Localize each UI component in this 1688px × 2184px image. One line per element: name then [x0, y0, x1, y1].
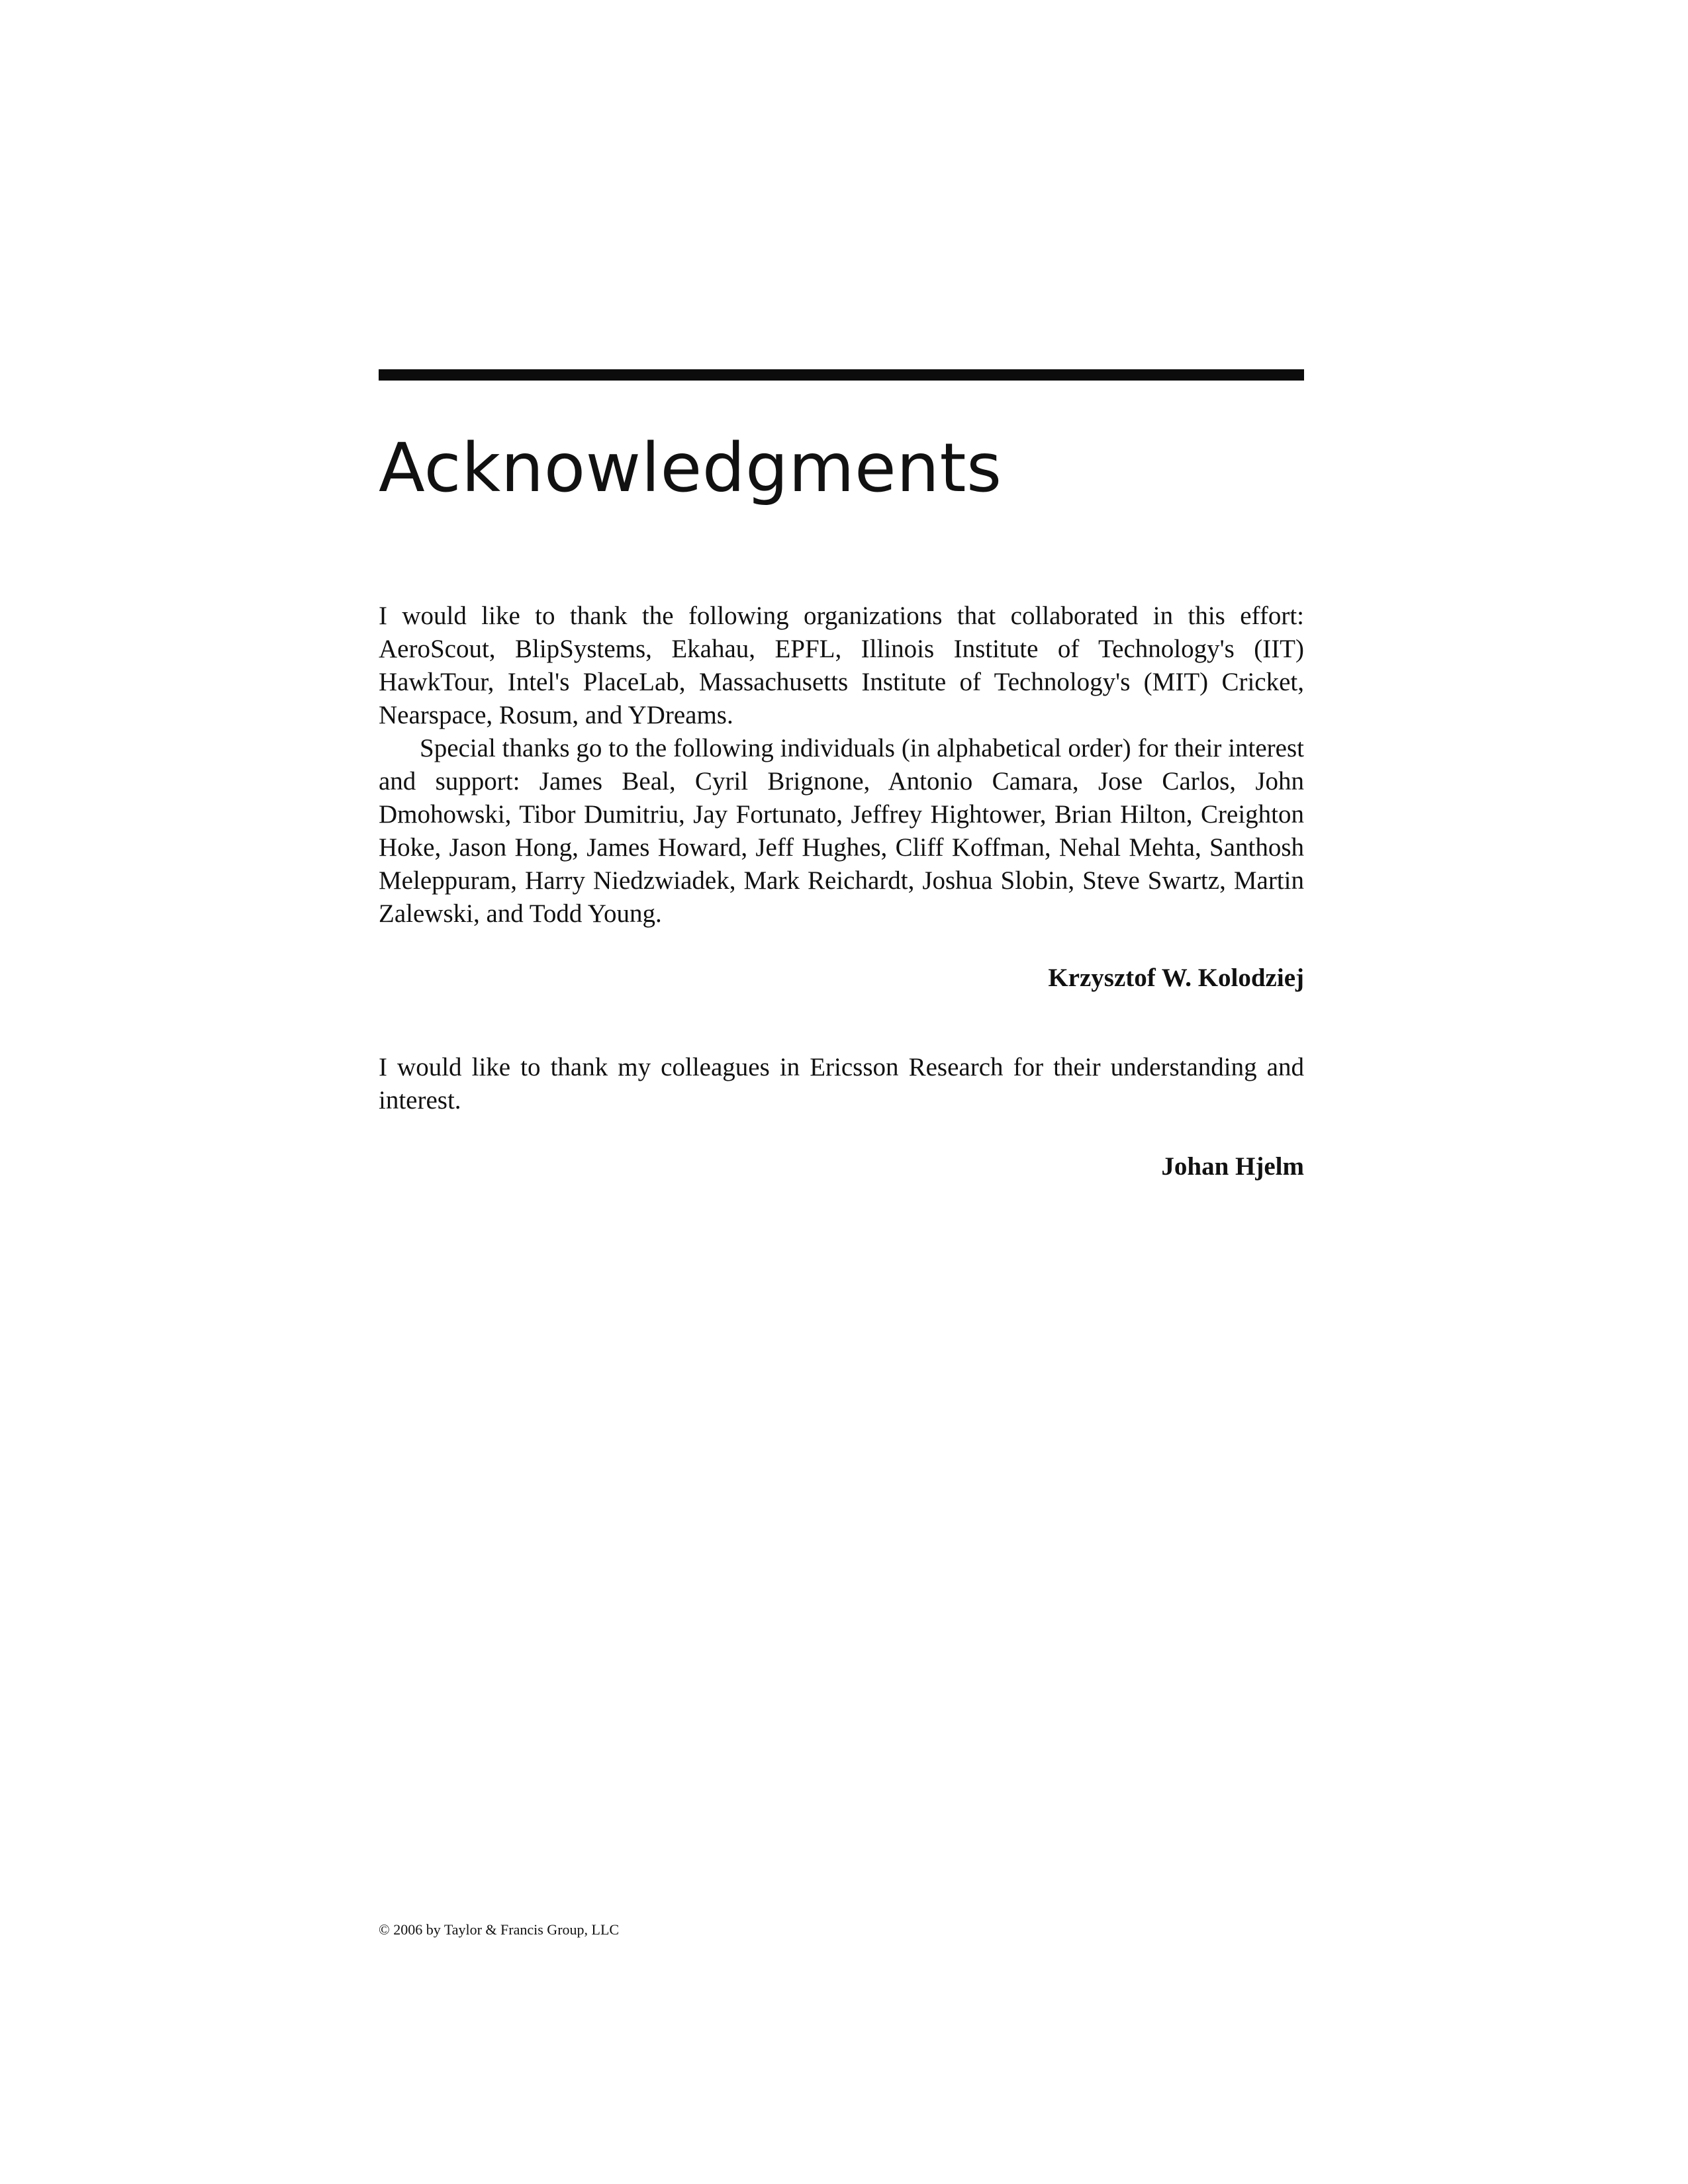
chapter-heading-rule: [379, 369, 1304, 381]
copyright-footer: © 2006 by Taylor & Francis Group, LLC: [379, 1921, 620, 1938]
signature-kolodziej: Krzysztof W. Kolodziej: [1048, 964, 1304, 992]
colleagues-paragraph: I would like to thank my colleagues in Ericsson Research for their understanding and interest.: [379, 1053, 1304, 1115]
signature-hjelm: Johan Hjelm: [1161, 1152, 1304, 1181]
chapter-title: Acknowledgments: [379, 429, 1002, 508]
individuals-paragraph: Special thanks go to the following individuals (in alphabetical order) for their interest and support: James Beal, Cyril Brignone, Antonio Camara, Jose Carlos, John Dmohowski, Tibor Dumitriu, Jay Fortunato, Jeffrey Hightower, Brian Hilton, Creighton Hoke, Jason Hong, James Howard, Jeff Hughes, Cliff Koffman, Nehal Mehta, Santhosh Meleppuram, Harry Niedzwiadek, Mark Reichardt, Joshua Slobin, Steve Swartz, Martin Zalewski, and Todd Young.: [379, 734, 1304, 928]
organizations-paragraph: I would like to thank the following organizations that collaborated in this effort: AeroScout, BlipSystems, Ekahau, EPFL, Illinois Institute of Technology's (IIT) HawkTour, Intel's PlaceLab, Massachusetts Institute of Technology's (MIT) Cricket, Nearspace, Rosum, and YDreams.: [379, 602, 1304, 729]
